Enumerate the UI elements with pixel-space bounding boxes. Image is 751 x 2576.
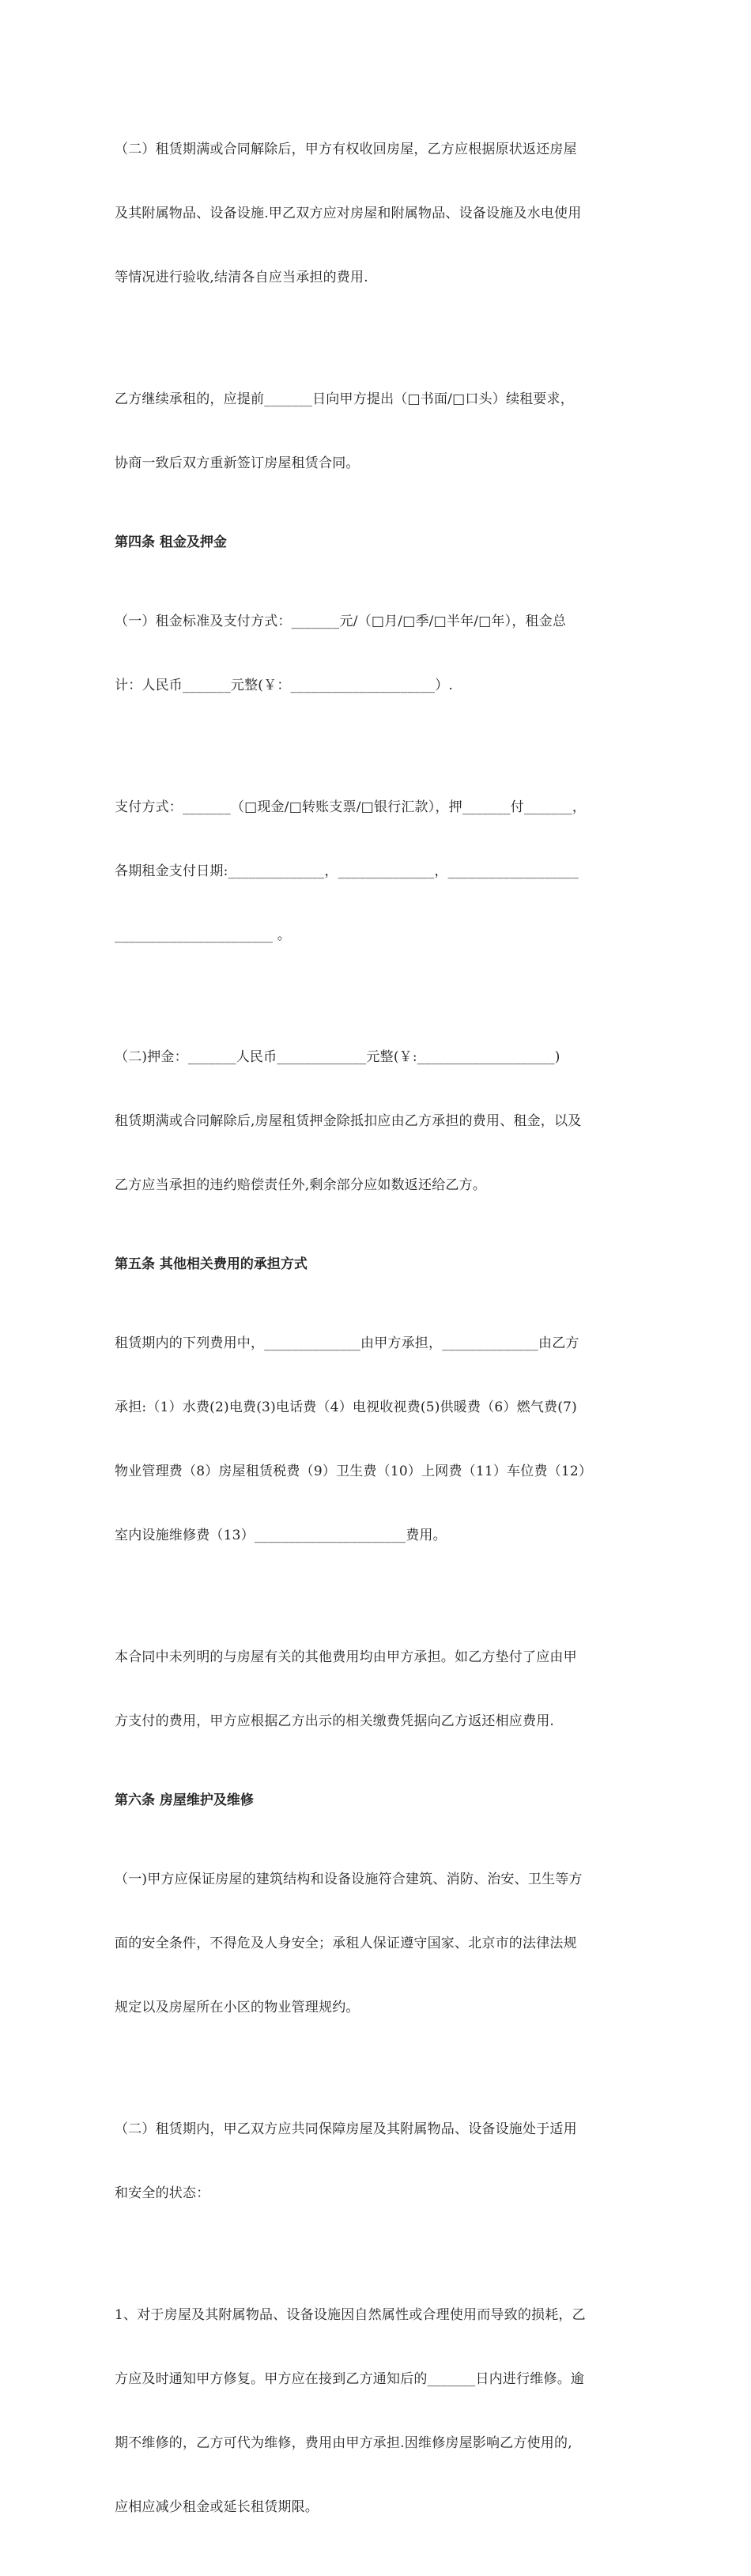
paragraph-unlisted-fees (115, 1604, 640, 1775)
section-heading-article-4 (115, 532, 640, 553)
text-line: 租赁期满或合同解除后,房屋租赁押金除抵扣应由乙方承担的费用、租金，以及 (115, 1113, 582, 1129)
text-line: （一）租金标准及支付方式：_______元/（□月/□季/□半年/□年），租金总 (115, 614, 567, 629)
text-line: （一)甲方应保证房屋的建筑结构和设备设施符合建筑、消防、治安、卫生等方 (115, 1872, 583, 1887)
text-line: 规定以及房屋所在小区的物业管理规约。 (115, 2000, 360, 2015)
text-line: 协商一致后双方重新签订房屋租赁合同。 (115, 455, 360, 471)
section-heading-article-5 (115, 1254, 640, 1275)
text-line: 方支付的费用，甲方应根据乙方出示的相关缴费凭据向乙方返还相应费用. (115, 1713, 555, 1729)
paragraph-rent-standard (115, 568, 640, 739)
paragraph-deposit (115, 1004, 640, 1239)
text-line: 期不维修的，乙方可代为维修，费用由甲方承担.因维修房屋影响乙方使用的, (115, 2435, 572, 2451)
text-line: 应相应减少租金或延长租赁期限。 (115, 2499, 319, 2515)
text-line: 计：人民币_______元整(￥：_____________________）. (115, 678, 454, 693)
paragraph-repair-obligations (115, 2262, 640, 2561)
paragraph-payment-method (115, 754, 640, 989)
text-line: 室内设施维修费（13）______________________费用。 (115, 1528, 447, 1543)
text-line: 支付方式：_______（□现金/□转账支票/□银行汇款），押_______付_______， (115, 799, 587, 815)
text-line: _______________________ 。 (115, 927, 291, 943)
text-line: 乙方应当承担的违约赔偿责任外,剩余部分应如数返还给乙方。 (115, 1177, 487, 1193)
text-line: 及其附属物品、设备设施.甲乙双方应对房屋和附属物品、设备设施及水电使用 (115, 206, 582, 221)
text-line: 乙方继续承租的，应提前_______日向甲方提出（□书面/□口头）续租要求， (115, 391, 574, 407)
paragraph-joint-maintenance (115, 2076, 640, 2247)
paragraph-fee-allocation (115, 1290, 640, 1589)
section-heading-article-6 (115, 1790, 640, 1811)
text-line: 1、对于房屋及其附属物品、设备设施因自然属性或合理使用而导致的损耗，乙 (115, 2307, 586, 2323)
text-line: （二)押金：_______人民币_____________元整(￥:____________________) (115, 1049, 560, 1065)
text-line: （二）租赁期内，甲乙双方应共同保障房屋及其附属物品、设备设施处于适用 (115, 2121, 577, 2137)
text-line: 物业管理费（8）房屋租赁税费（9）卫生费（10）上网费（11）车位费（12） (115, 1464, 593, 1479)
text-line: 等情况进行验收,结清各自应当承担的费用. (115, 270, 368, 285)
text-line: 租赁期内的下列费用中，______________由甲方承担，______________由乙方 (115, 1335, 579, 1351)
document-page (115, 96, 640, 2576)
heading-text: 第六条 房屋维护及维修 (115, 1792, 254, 1808)
text-line: 和安全的状态： (115, 2185, 210, 2201)
text-line: 承担:（1）水费(2)电费(3)电话费（4）电视收视费(5)供暖费（6）燃气费(7) (115, 1399, 577, 1415)
paragraph-return-of-premises (115, 96, 640, 331)
paragraph-landlord-safety (115, 1826, 640, 2061)
text-line: 各期租金支付日期:______________，______________，___________________ (115, 863, 579, 879)
text-line: 面的安全条件，不得危及人身安全；承租人保证遵守国家、北京市的法律法规 (115, 1936, 577, 1951)
paragraph-lease-renewal (115, 346, 640, 517)
text-line: （二）租赁期满或合同解除后，甲方有权收回房屋，乙方应根据原状返还房屋 (115, 142, 577, 157)
heading-text: 第四条 租金及押金 (115, 534, 227, 550)
text-line: 方应及时通知甲方修复。甲方应在接到乙方通知后的_______日内进行维修。逾 (115, 2371, 585, 2387)
heading-text: 第五条 其他相关费用的承担方式 (115, 1256, 308, 1272)
text-line: 本合同中未列明的与房屋有关的其他费用均由甲方承担。如乙方垫付了应由甲 (115, 1649, 577, 1665)
